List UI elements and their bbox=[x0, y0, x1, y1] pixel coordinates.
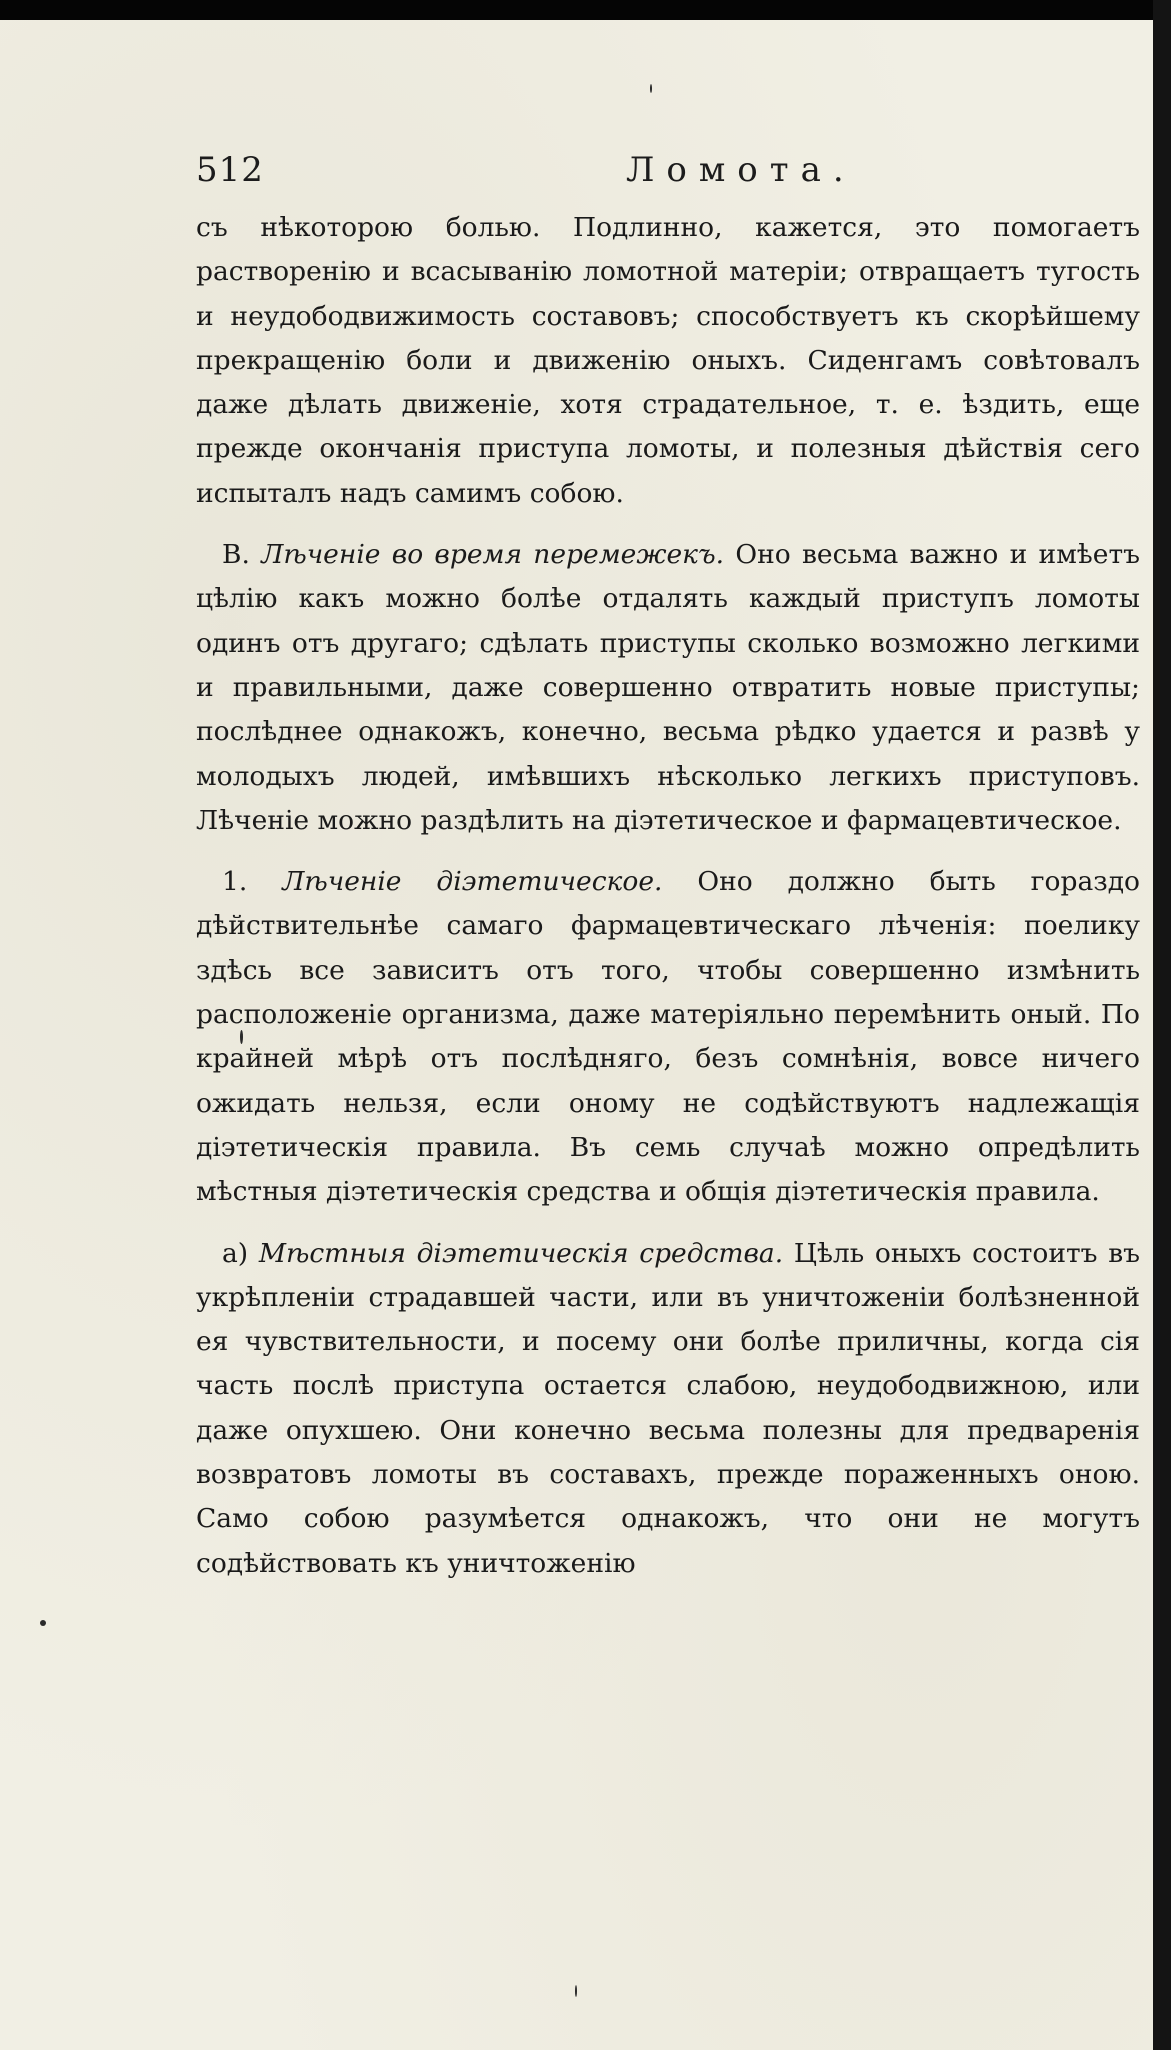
paragraph-1 bbox=[196, 206, 1140, 516]
paragraph-3-text: Оно должно быть гораздо дѣйствительнѣе самаго фармацевтическаго лѣченія: поелику здѣсь все зависитъ отъ того, чтобы совершенно измѣнить расположеніе организма, даже матеріяльно перемѣнить оный. По крайней мѣрѣ отъ послѣдняго, безъ сомнѣнія, вовсе ничего ожидать нельзя, если оному не содѣйствуютъ надлежащія діэтетическія правила. Въ семь случаѣ можно опредѣлить мѣстныя діэтетическія средства и общія діэтетическія правила. bbox=[196, 866, 1140, 1208]
paper-speck bbox=[40, 1620, 46, 1626]
running-title: Ломота. bbox=[626, 150, 856, 190]
section-label: 1. bbox=[222, 866, 248, 898]
section-label: В. bbox=[222, 539, 250, 571]
page-number: 512 bbox=[196, 150, 264, 190]
paper-speck bbox=[650, 84, 652, 93]
section-heading: Лѣченіе діэтетическое. bbox=[282, 866, 663, 898]
section-heading: Мѣстныя діэтетическія средства. bbox=[258, 1237, 784, 1269]
paragraph-1-text: съ нѣкоторою болью. Подлинно, кажется, это помогаетъ растворенію и всасыванію ломотной матеріи; отвращаетъ тугость и неудободвижимость составовъ; способствуетъ къ скорѣйшему прекращенію боли и движенію оныхъ. Сиденгамъ совѣтовалъ даже дѣлать движеніе, хотя страдательное, т. е. ѣздить, еще прежде окончанія приступа ломоты, и полезныя дѣйствія сего испыталъ надъ самимъ собою. bbox=[196, 212, 1140, 509]
section-heading: Лѣченіе во время перемежекъ. bbox=[261, 539, 725, 571]
body-text bbox=[196, 206, 1140, 1603]
paragraph-2 bbox=[196, 533, 1140, 843]
paragraph-4-text: Цѣль оныхъ состоитъ въ укрѣпленіи страдавшей части, или въ уничтоженіи болѣзненной ея чувствительности, и посему они болѣе приличны, когда сія часть послѣ приступа остается слабою, неудободвижною, или даже опухшею. Они конечно весьма полезны для предваренія возвратовъ ломоты въ составахъ, прежде пораженныхъ оною. Само собою разумѣется однакожъ, что они не могутъ содѣйствовать къ уничтоженію bbox=[196, 1237, 1140, 1579]
page-header bbox=[196, 150, 1140, 200]
scan-top-border bbox=[0, 0, 1171, 22]
section-label: а) bbox=[222, 1237, 249, 1269]
paper-speck bbox=[575, 1985, 577, 1997]
paragraph-4 bbox=[196, 1232, 1140, 1586]
paragraph-3 bbox=[196, 860, 1140, 1214]
paragraph-2-text: Оно весьма важно и имѣетъ цѣлію какъ можно болѣе отдалять каждый приступъ ломоты одинъ отъ другаго; сдѣлать приступы сколько возможно легкими и правильными, даже совершенно отвратить новые приступы; послѣднее однакожъ, конечно, весьма рѣдко удается и развѣ у молодыхъ людей, имѣвшихъ нѣсколько легкихъ приступовъ. Лѣченіе можно раздѣлить на діэтетическое и фармацевтическое. bbox=[196, 539, 1140, 836]
scan-right-border bbox=[1153, 0, 1171, 2050]
